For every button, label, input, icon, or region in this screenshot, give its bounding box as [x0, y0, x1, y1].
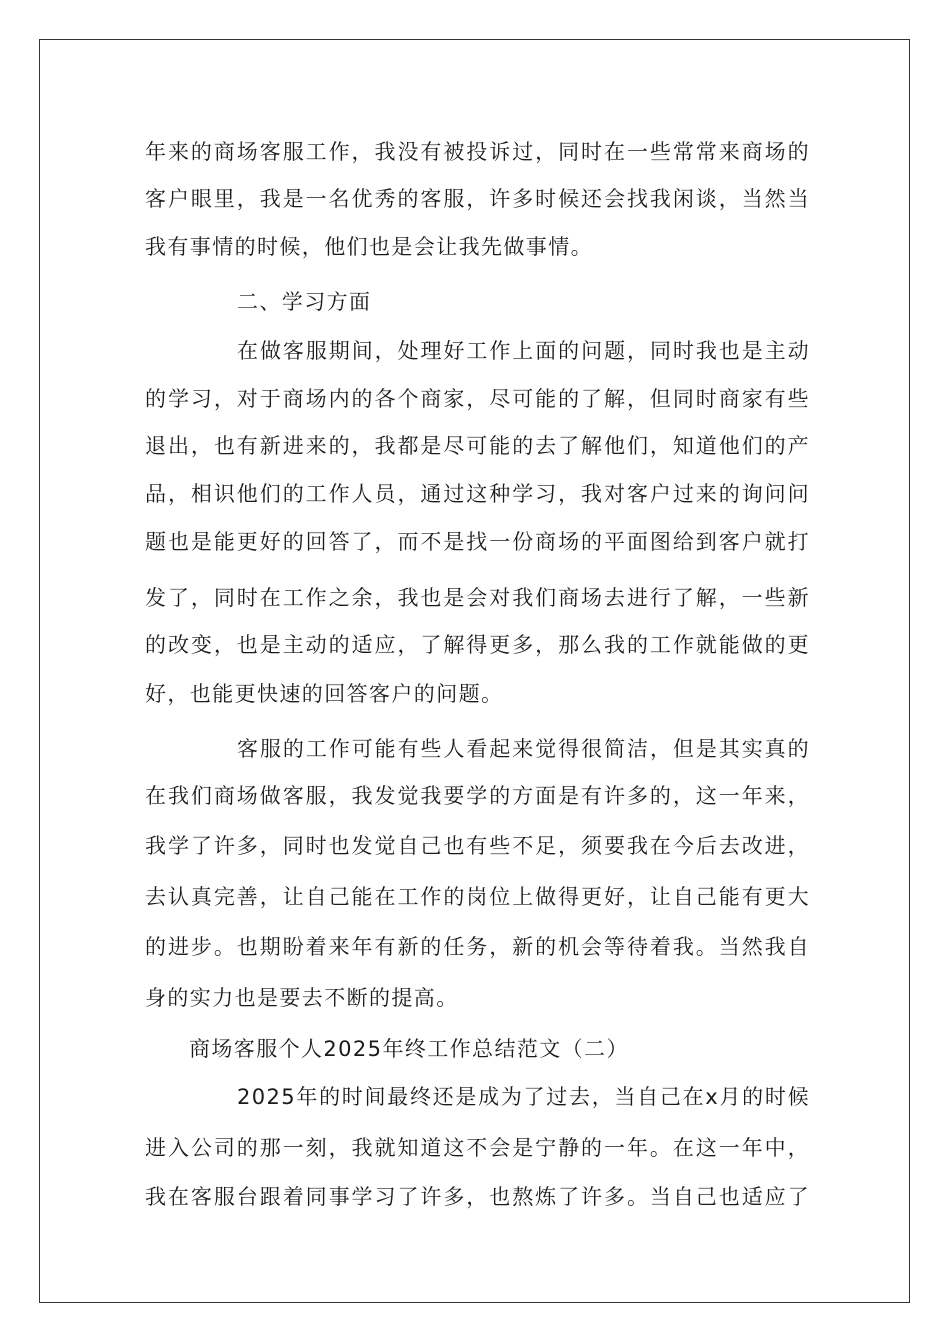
paragraph-line: 客服的工作可能有些人看起来觉得很简洁，但是其实真的: [237, 737, 810, 761]
paragraph-line: 发了，同时在工作之余，我也是会对我们商场去进行了解，一些新: [145, 586, 810, 610]
paragraph-line: 的学习，对于商场内的各个商家，尽可能的了解，但同时商家有些: [145, 387, 810, 411]
paragraph-line: 年来的商场客服工作，我没有被投诉过，同时在一些常常来商场的: [145, 140, 810, 164]
paragraph-line: 在我们商场做客服，我发觉我要学的方面是有许多的，这一年来，: [145, 784, 810, 808]
paragraph-line: 品，相识他们的工作人员，通过这种学习，我对客户过来的询问问: [145, 482, 810, 506]
paragraph-line: 退出，也有新进来的，我都是尽可能的去了解他们，知道他们的产: [145, 434, 810, 458]
paragraph-line: 在做客服期间，处理好工作上面的问题，同时我也是主动: [237, 339, 810, 363]
paragraph-line: 身的实力也是要去不断的提高。: [145, 986, 459, 1010]
paragraph-line: 进入公司的那一刻，我就知道这不会是宁静的一年。在这一年中，: [145, 1136, 810, 1160]
paragraph-line: 我学了许多，同时也发觉自己也有些不足，须要我在今后去改进，: [145, 834, 810, 858]
paragraph-line: 题也是能更好的回答了，而不是找一份商场的平面图给到客户就打: [145, 530, 810, 554]
paragraph-line: 的改变，也是主动的适应，了解得更多，那么我的工作就能做的更: [145, 633, 810, 657]
paragraph-line: 我在客服台跟着同事学习了许多，也熬炼了许多。当自己也适应了: [145, 1185, 810, 1209]
paragraph-line: 去认真完善，让自己能在工作的岗位上做得更好，让自己能有更大: [145, 885, 810, 909]
article-title: 商场客服个人2025年终工作总结范文（二）: [189, 1037, 629, 1061]
paragraph-line: 的进步。也期盼着来年有新的任务，新的机会等待着我。当然我自: [145, 935, 810, 959]
paragraph-line: 2025年的时间最终还是成为了过去，当自己在x月的时候: [237, 1085, 810, 1109]
page-border: [39, 39, 910, 1303]
section-heading: 二、学习方面: [237, 290, 372, 314]
paragraph-line: 客户眼里，我是一名优秀的客服，许多时候还会找我闲谈，当然当: [145, 187, 810, 211]
paragraph-line: 好，也能更快速的回答客户的问题。: [145, 682, 504, 706]
paragraph-line: 我有事情的时候，他们也是会让我先做事情。: [145, 235, 593, 259]
